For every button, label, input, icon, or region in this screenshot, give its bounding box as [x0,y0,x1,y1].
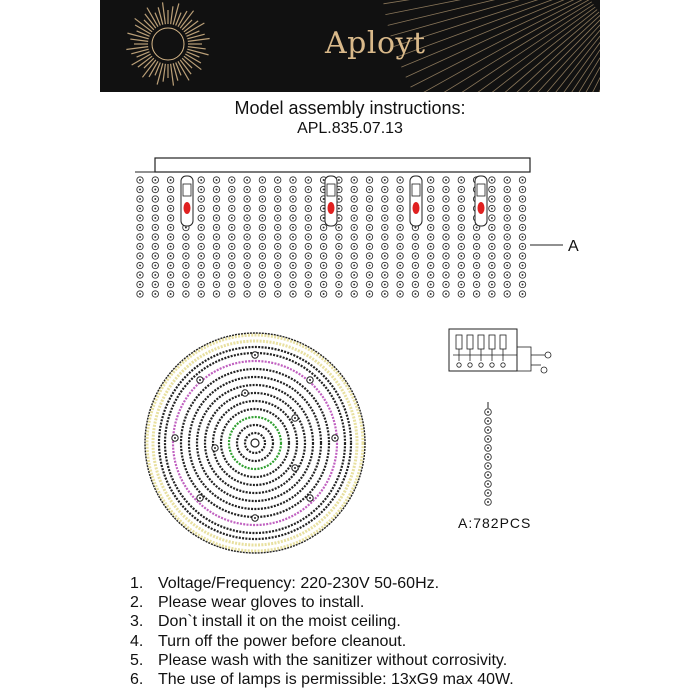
side-view-drawing [125,150,570,305]
list-item: 1. Voltage/Frequency: 220-230V 50-60Hz. [130,575,440,592]
wiring-diagram [445,325,555,380]
brand-name: Aployt [325,26,426,61]
list-item: 3. Don`t install it on the moist ceiling. [130,613,401,631]
instruction-list [130,574,514,689]
list-item: 2. Please wear gloves to install. [130,594,365,612]
list-item: 6. The use of lamps is permissible: 13xG9 max 40W. [130,670,514,688]
strand-quantity: A:782PCS [458,515,532,531]
page-title: Model assembly instructions: [234,98,466,118]
top-view-drawing [140,328,370,558]
model-number: APL.835.07.13 [297,120,403,137]
brand-banner [100,0,600,92]
list-item: 5. Please wash with the sanitizer without corrosivity. [130,651,508,669]
list-item: 4. Turn off the power before cleanout. [130,632,407,650]
part-label-a: A [568,238,579,255]
crystal-strand-drawing [478,402,498,508]
